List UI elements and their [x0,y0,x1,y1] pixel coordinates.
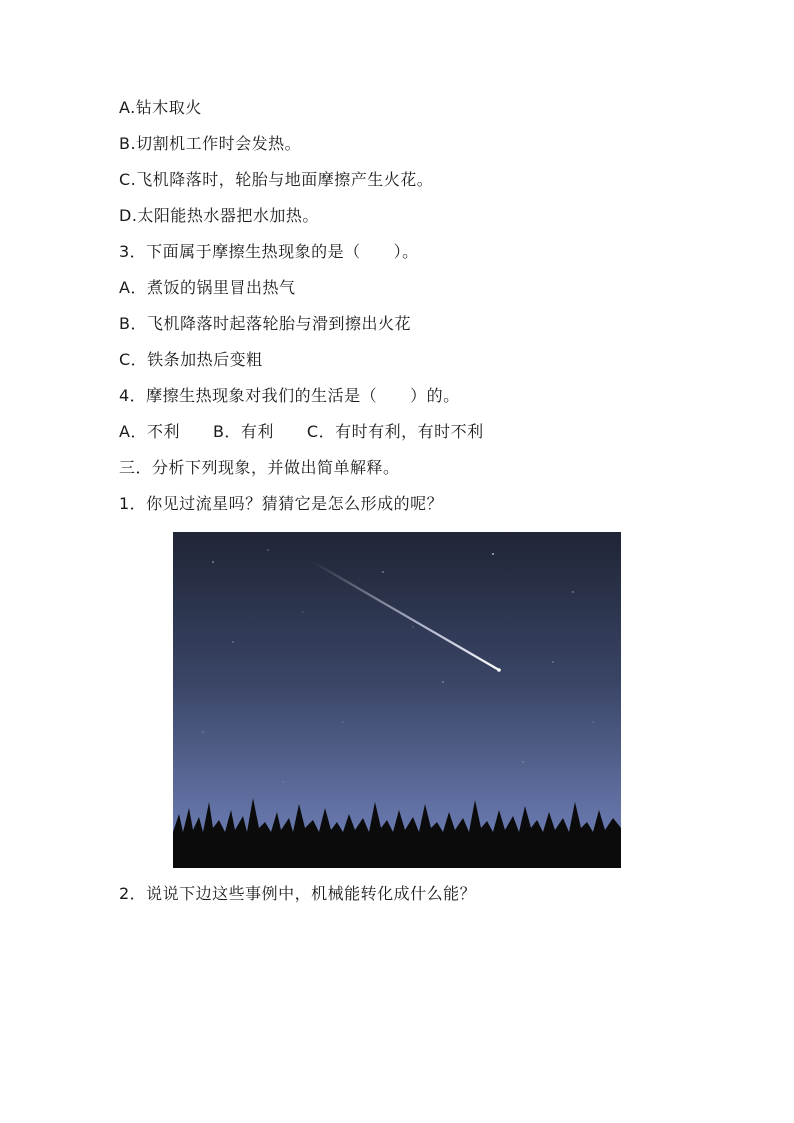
q3-option-c: C．铁条加热后变粗 [119,350,263,369]
meteor-illustration [173,532,621,868]
question-3: 3．下面属于摩擦生热现象的是（ ）。 [119,242,419,261]
option-c-plane-landing: C.飞机降落时，轮胎与地面摩擦产生火花。 [119,170,434,189]
meteor-head [497,668,501,672]
question-meteor: 1．你见过流星吗？猜猜它是怎么形成的呢？ [119,494,444,513]
option-b-cutter-heat: B.切割机工作时会发热。 [119,134,302,153]
q3-option-a: A．煮饭的锅里冒出热气 [119,278,296,297]
question-4: 4．摩擦生热现象对我们的生活是（ ）的。 [119,386,460,405]
meteor-night-sky-photo [173,532,621,868]
q3-option-b: B．飞机降落时起落轮胎与滑到擦出火花 [119,314,411,333]
section-3-heading: 三．分析下列现象，并做出简单解释。 [119,458,400,477]
option-a-drill-wood: A.钻木取火 [119,98,202,117]
q4-options: A．不利 B．有利 C．有时有利，有时不利 [119,422,484,441]
option-d-solar-heater: D.太阳能热水器把水加热。 [119,206,319,225]
question-energy: 2．说说下边这些事例中，机械能转化成什么能？ [119,884,477,903]
